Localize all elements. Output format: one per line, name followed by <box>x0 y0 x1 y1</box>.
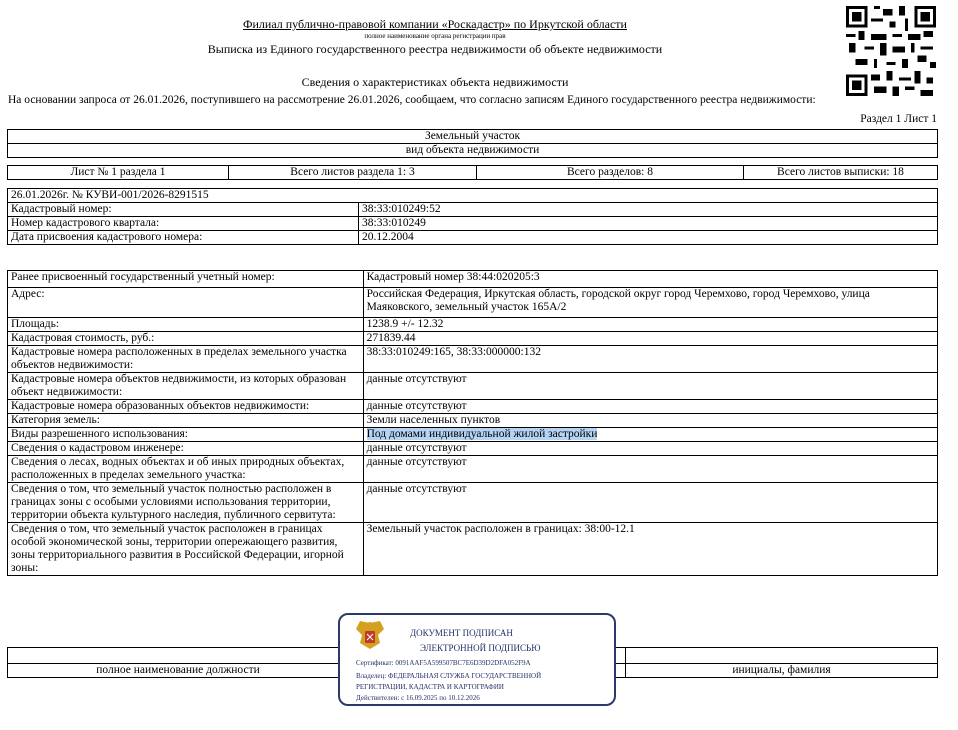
detail-value: данные отсутствуют <box>363 456 937 483</box>
detail-value: Земельный участок расположен в границах: 38:00-12.1 <box>363 523 937 576</box>
organization-name: Филиал публично-правовой компании «Роскадастр» по Иркутской области <box>243 17 627 31</box>
detail-label: Кадастровые номера расположенных в пределах земельного участка объектов недвижимости: <box>8 346 364 373</box>
cadastral-number-value: 38:33:010249:52 <box>359 203 938 217</box>
stamp-line2: ЭЛЕКТРОННОЙ ПОДПИСЬЮ <box>420 643 541 653</box>
detail-label: Площадь: <box>8 318 364 332</box>
detail-value: данные отсутствуют <box>363 373 937 400</box>
basis-text: На основании запроса от 26.01.2026, поступившего на рассмотрение 26.01.2026, сообщаем, что согласно записям Единого государственного реестра недвижимости: <box>8 94 816 106</box>
cadastral-number-label: Кадастровый номер: <box>8 203 359 217</box>
object-type: Земельный участок <box>8 130 938 144</box>
coat-of-arms-icon <box>354 619 386 655</box>
detail-value: 38:33:010249:165, 38:33:000000:132 <box>363 346 937 373</box>
name-caption: инициалы, фамилия <box>626 664 938 678</box>
detail-value: 271839.44 <box>363 332 937 346</box>
detail-label: Сведения о том, что земельный участок полностью расположен в границах зоны с особыми условиями использования территории, территории объекта культурного наследия, публичного сервитута: <box>8 483 364 523</box>
detail-label: Категория земель: <box>8 414 364 428</box>
position-cell <box>8 648 349 664</box>
assignment-date-label: Дата присвоения кадастрового номера: <box>8 231 359 245</box>
quarter-number-value: 38:33:010249 <box>359 217 938 231</box>
detail-value: данные отсутствуют <box>363 400 937 414</box>
qr-code-icon <box>846 6 936 96</box>
stamp-owner1: Владелец: ФЕДЕРАЛЬНАЯ СЛУЖБА ГОСУДАРСТВЕННОЙ <box>356 672 542 680</box>
object-type-table <box>7 129 938 158</box>
detail-label: Кадастровые номера образованных объектов недвижимости: <box>8 400 364 414</box>
sheet-mark: Раздел 1 Лист 1 <box>860 113 937 125</box>
section-title: Сведения о характеристиках объекта недвижимости <box>301 75 569 89</box>
details-table <box>7 270 938 576</box>
detail-label: Кадастровые номера объектов недвижимости, из которых образован объект недвижимости: <box>8 373 364 400</box>
ident-table <box>7 188 938 245</box>
position-caption: полное наименование должности <box>8 664 349 678</box>
request-date-number: 26.01.2026г. № КУВИ-001/2026-8291515 <box>8 189 938 203</box>
detail-value: Кадастровый номер 38:44:020205:3 <box>363 271 937 288</box>
detail-value: данные отсутствуют <box>363 442 937 456</box>
quarter-number-label: Номер кадастрового квартала: <box>8 217 359 231</box>
sheets-total: Всего листов выписки: 18 <box>744 166 938 180</box>
document-title: Выписка из Единого государственного реестра недвижимости об объекте недвижимости <box>207 42 663 56</box>
detail-label: Сведения о лесах, водных объектах и об иных природных объектах, расположенных в пределах земельного участка: <box>8 456 364 483</box>
detail-label: Сведения о кадастровом инженере: <box>8 442 364 456</box>
organization-caption: полное наименование органа регистрации прав <box>364 32 506 40</box>
detail-label: Виды разрешенного использования: <box>8 428 364 442</box>
stamp-certificate: Сертификат: 0091AAF5A599507BC7E6D39D2DFA052F9A <box>356 659 531 667</box>
stamp-owner2: РЕГИСТРАЦИИ, КАДАСТРА И КАРТОГРАФИИ <box>356 683 504 691</box>
detail-value <box>363 428 937 442</box>
detail-label: Ранее присвоенный государственный учетный номер: <box>8 271 364 288</box>
stamp-line1: ДОКУМЕНТ ПОДПИСАН <box>410 628 513 638</box>
name-cell <box>626 648 938 664</box>
detail-label: Адрес: <box>8 288 364 318</box>
sheet-number: Лист № 1 раздела 1 <box>8 166 229 180</box>
sheet-info-table <box>7 165 938 180</box>
object-type-caption: вид объекта недвижимости <box>8 144 938 158</box>
assignment-date-value: 20.12.2004 <box>359 231 938 245</box>
permitted-use-highlight: Под домами индивидуальной жилой застройки <box>366 428 598 440</box>
stamp-validity: Действителен: с 16.09.2025 по 10.12.2026 <box>356 694 480 702</box>
detail-label: Сведения о том, что земельный участок расположен в границах особой экономической зоны, территории опережающего развития, зоны территориального развития в Российской Федерации, игорной зоны: <box>8 523 364 576</box>
sections-count: Всего разделов: 8 <box>477 166 744 180</box>
detail-value: 1238.9 +/- 12.32 <box>363 318 937 332</box>
detail-value: Земли населенных пунктов <box>363 414 937 428</box>
detail-value: Российская Федерация, Иркутская область, городской округ город Черемхово, город Черемхово, улица Маяковского, земельный участок 165А/2 <box>363 288 937 318</box>
detail-label: Кадастровая стоимость, руб.: <box>8 332 364 346</box>
detail-value: данные отсутствуют <box>363 483 937 523</box>
sheets-in-section: Всего листов раздела 1: 3 <box>229 166 477 180</box>
electronic-signature-stamp <box>338 613 616 706</box>
